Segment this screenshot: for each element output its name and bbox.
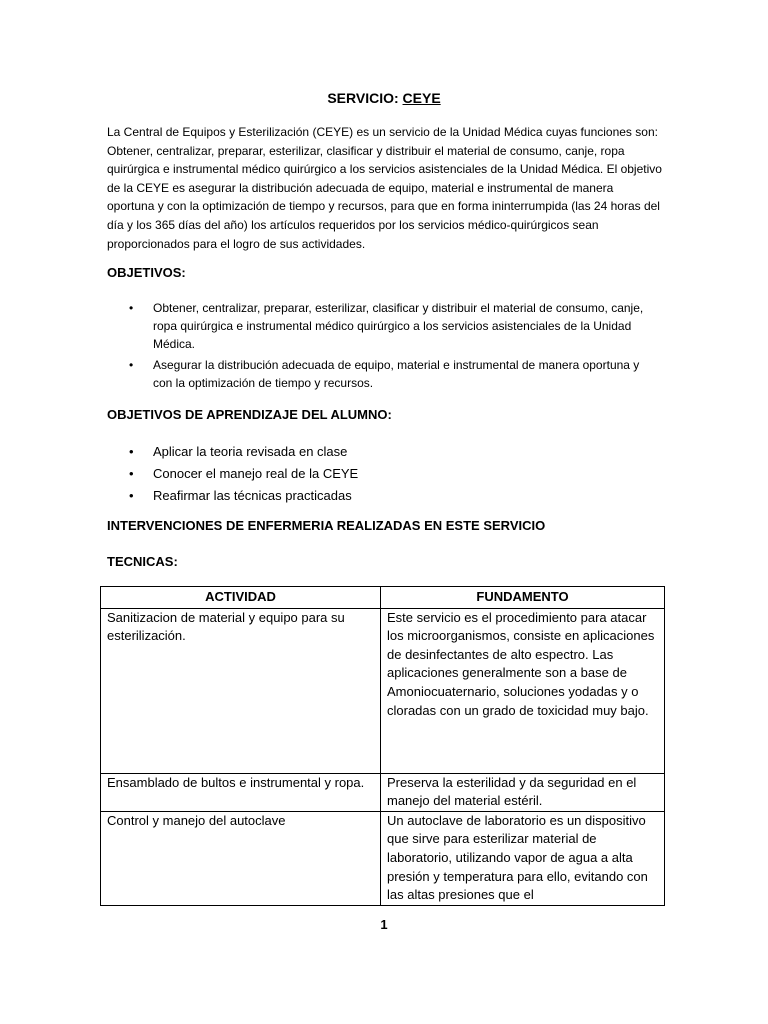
page-number: 1: [380, 917, 388, 932]
tecnicas-table: [100, 586, 665, 906]
tecnicas-heading: TECNICAS:: [107, 554, 178, 569]
actividad-cell: Control y manejo del autoclave: [101, 811, 381, 905]
table-row: [101, 811, 665, 905]
actividad-cell: Sanitizacion de material y equipo para su esterilización.: [101, 608, 381, 773]
column-header-actividad: ACTIVIDAD: [101, 587, 381, 609]
objetivos-list: [107, 299, 655, 394]
fundamento-cell: Este servicio es el procedimiento para atacar los microorganismos, consiste en aplicaciones de desinfectantes de alto espectro. Las aplicaciones generalmente son a base de Amoniocuaternario, soluciones yodadas y o cloradas con un grado de toxicidad muy bajo.: [381, 608, 665, 773]
page-title: [0, 90, 768, 106]
aprendizaje-heading: OBJETIVOS DE APRENDIZAJE DEL ALUMNO:: [107, 407, 392, 422]
objetivos-heading: OBJETIVOS:: [107, 265, 186, 280]
fundamento-cell: Un autoclave de laboratorio es un dispositivo que sirve para esterilizar material de laboratorio, utilizando vapor de agua a alta presión y temperatura para ello, evitando con las altas presiones que el: [381, 811, 665, 905]
intervenciones-heading: INTERVENCIONES DE ENFERMERIA REALIZADAS EN ESTE SERVICIO: [107, 518, 546, 533]
column-header-fundamento: FUNDAMENTO: [381, 587, 665, 609]
list-item: • Aplicar la teoria revisada en clase: [107, 441, 655, 463]
table-row: [101, 608, 665, 773]
aprendizaje-list: [107, 441, 655, 507]
list-item: • Conocer el manejo real de la CEYE: [107, 463, 655, 485]
table-row: [101, 773, 665, 811]
title-highlight: CEYE: [402, 90, 441, 106]
list-item: • Reafirmar las técnicas practicadas: [107, 485, 655, 507]
fundamento-cell: Preserva la esterilidad y da seguridad en el manejo del material estéril.: [381, 773, 665, 811]
intro-paragraph: La Central de Equipos y Esterilización (CEYE) es un servicio de la Unidad Médica cuyas funciones son: Obtener, centralizar, preparar, esterilizar, clasificar y distribuir el material de consumo, canje, ropa quirúrgica e instrumental médico quirúrgico a los servicios asistenciales de la Unidad Médica. El objetivo de la CEYE es asegurar la distribución adecuada de equipo, material e instrumental de manera oportuna y con la optimización de tiempo y recursos, para que en forma ininterrumpida (las 24 horas del día y los 365 días del año) los artículos requeridos por los servicios médico-quirúrgicos sean proporcionados para el logro de sus actividades.: [107, 125, 662, 251]
table-header-row: [101, 587, 665, 609]
title-prefix: SERVICIO:: [327, 90, 403, 106]
list-item: • Obtener, centralizar, preparar, esterilizar, clasificar y distribuir el material de consumo, canje, ropa quirúrgica e instrumental médico quirúrgico a los servicios asistenciales de la Unidad Médica.: [107, 299, 655, 354]
actividad-cell: Ensamblado de bultos e instrumental y ropa.: [101, 773, 381, 811]
list-item: • Asegurar la distribución adecuada de equipo, material e instrumental de manera oportuna y con la optimización de tiempo y recursos.: [107, 356, 655, 392]
